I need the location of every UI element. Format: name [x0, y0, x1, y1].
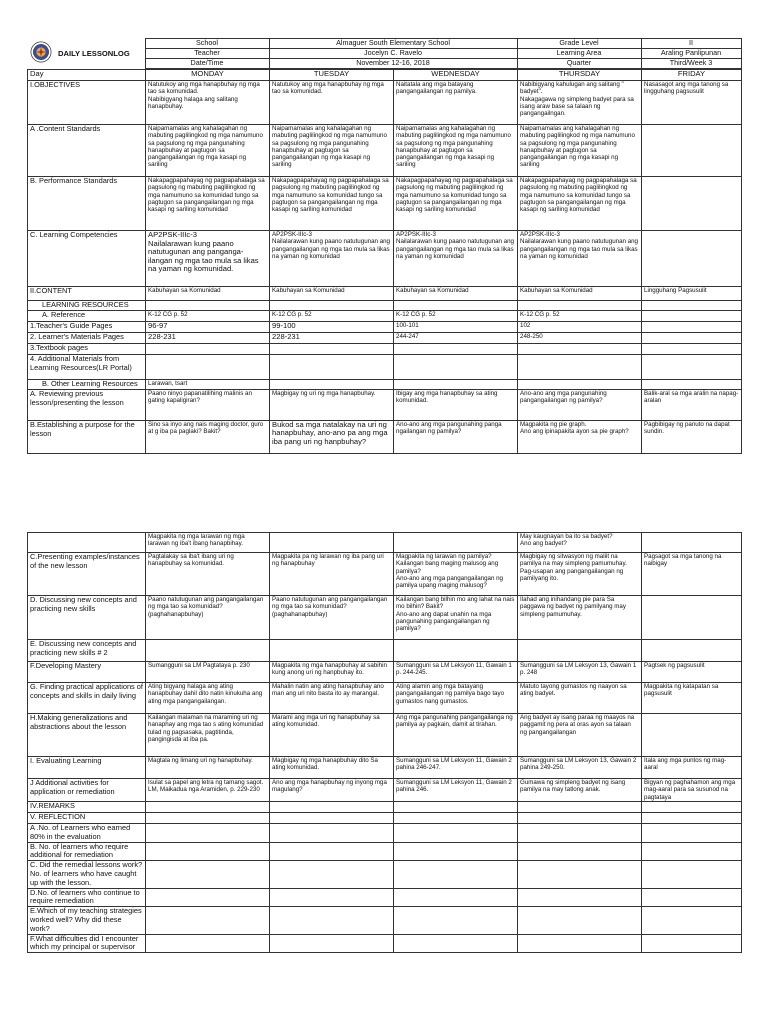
header-label-area: Learning Area [517, 49, 641, 59]
cell-tuesday [270, 533, 394, 553]
cell-friday [642, 842, 742, 861]
cell-tuesday [270, 813, 394, 824]
cell-friday [642, 934, 742, 953]
lesson-row [28, 714, 742, 757]
header-table [27, 38, 742, 69]
lesson-row [28, 533, 742, 553]
day-monday: MONDAY [146, 70, 270, 81]
cell-tuesday [270, 343, 394, 354]
lesson-row [28, 301, 742, 311]
cell-wednesday [394, 354, 518, 379]
cell-wednesday [394, 813, 518, 824]
header-label-date: Date/Time [145, 59, 269, 69]
lesson-table-page-2 [27, 532, 742, 953]
header-value-quarter: Third/Week 3 [641, 59, 741, 69]
cell-wednesday: Sumangguni sa LM Leksyon 11, Gawain 2 pahina 246-247. [394, 757, 518, 779]
cell-wednesday: K-12 CG p. 52 [394, 310, 518, 321]
cell-monday [146, 861, 270, 888]
cell-friday: Pagsagot sa mga tanong na naibigay [642, 553, 742, 596]
cell-wednesday [394, 934, 518, 953]
row-label: H.Making generalizations and abstractions about the lesson [28, 714, 146, 757]
cell-thursday [518, 343, 642, 354]
cell-monday: Pagtalakay sa iba't ibang uri ng hanapbuhay sa komunidad. [146, 553, 270, 596]
cell-wednesday: Nakapagpapahayag ng pagpapahalaga sa pagsulong ng mabuting paglilingkod ng mga namumuno sa komunidad tungo sa pagtugon sa pangangailangan ng mga kasapi ng sariling komunidad [394, 177, 518, 231]
cell-friday [642, 813, 742, 824]
cell-thursday: Matuto tayong gumastos ng naayon sa ating badyet. [518, 683, 642, 714]
cell-thursday: AP2PSK-IIIc-3 Nailalarawan kung paano natutugunan ang pangangailangan ng mga tao mula sa likas na yaman ng komunidad [518, 231, 642, 287]
lesson-row [28, 824, 742, 843]
cell-friday [642, 301, 742, 311]
cell-friday [642, 596, 742, 640]
cell-friday [642, 714, 742, 757]
cell-wednesday [394, 842, 518, 861]
day-label: Day [28, 70, 146, 81]
cell-thursday [518, 861, 642, 888]
cell-tuesday [270, 934, 394, 953]
cell-friday [642, 379, 742, 389]
cell-monday: 228-231 [146, 332, 270, 343]
day-header-row [28, 70, 742, 81]
cell-wednesday: Ang mga pangunahing pangangailanga ng pamilya ay pagkain, damit at tirahan. [394, 714, 518, 757]
cell-thursday [518, 907, 642, 934]
cell-wednesday [394, 379, 518, 389]
cell-wednesday: Naipamamalas ang kahalagahan ng mabuting paglilingkod ng mga namumuno sa pagsulong ng mga pangunahing hanapbuhay at pagtugon sa pangangailangan ng mga kasapi ng sariling [394, 125, 518, 177]
row-label: A .No. of Learners who earned 80% in the evaluation [28, 824, 146, 843]
cell-monday [146, 813, 270, 824]
cell-monday: Paano natutugunan ang pangangailangan ng mga tao sa komunidad? (paghahanapbuhay) [146, 596, 270, 640]
cell-monday: Paano ninyo papanatilihing malinis an gating kapaligiran? [146, 389, 270, 420]
cell-monday: Kailangan malaman na maraming uri ng hanaphay ang mga tao s ating komunidad tulad ng pagsasaka, pagtitinda, pangingisda at iba pa. [146, 714, 270, 757]
cell-tuesday [270, 640, 394, 662]
lesson-row [28, 683, 742, 714]
cell-friday: Pagtsek ng pagsusulit [642, 662, 742, 683]
cell-tuesday: 228-231 [270, 332, 394, 343]
lesson-row [28, 662, 742, 683]
cell-thursday [518, 934, 642, 953]
row-label: B. Other Learning Resources [28, 379, 146, 389]
cell-tuesday: K-12 CG p. 52 [270, 310, 394, 321]
lesson-row [28, 177, 742, 231]
cell-wednesday [394, 824, 518, 843]
cell-monday: Nakapagpapahayag ng pagpapahalaga sa pagsulong ng mabuting paglilingkod ng mga namumuno sa komunidad tungo sa pagtugon sa pangangailangan ng mga kasapi ng sariling komunidad [146, 177, 270, 231]
cell-tuesday: Magbigay ng uri ng mga hanapbuhay. [270, 389, 394, 420]
row-label: IV.REMARKS [28, 802, 146, 813]
cell-thursday: Kabuhayan sa Komunidad [518, 287, 642, 301]
cell-wednesday [394, 301, 518, 311]
day-thursday: THURSDAY [518, 70, 642, 81]
cell-monday [146, 640, 270, 662]
lesson-row [28, 321, 742, 332]
header-value-grade: II [641, 39, 741, 49]
cell-thursday: Ang badyet ay isang paraa ng maayos na paggamit ng pera at oras ayon sa talaan ng pangangailangan [518, 714, 642, 757]
logo-cell [27, 39, 145, 69]
day-wednesday: WEDNESDAY [394, 70, 518, 81]
cell-thursday [518, 640, 642, 662]
cell-thursday: Nakapagpapahayag ng pagpapahalaga sa pagsulong ng mabuting paglilingkod ng mga namumuno sa komunidad tungo sa pagtugon sa pangangailangan ng mga kasapi ng sariling komunidad [518, 177, 642, 231]
cell-wednesday: Ibigay ang mga hanapbuhay sa ating komunidad. [394, 389, 518, 420]
cell-friday [642, 640, 742, 662]
cell-monday: Sumangguni sa LM Pagtataya p. 230 [146, 662, 270, 683]
cell-wednesday: 244-247 [394, 332, 518, 343]
cell-friday [642, 533, 742, 553]
cell-wednesday [394, 343, 518, 354]
cell-tuesday: Natutukoy ang mga hanapbuhay ng mga tao sa komunidad. [270, 81, 394, 125]
cell-friday [642, 343, 742, 354]
cell-monday [146, 802, 270, 813]
cell-thursday: K-12 CG p. 52 [518, 310, 642, 321]
row-label: 3.Textbook pages [28, 343, 146, 354]
cell-thursday [518, 813, 642, 824]
cell-thursday: 102 [518, 321, 642, 332]
row-label [28, 533, 146, 553]
cell-wednesday [394, 907, 518, 934]
lesson-table-page-1 [27, 69, 742, 454]
lesson-row [28, 420, 742, 453]
cell-tuesday [270, 802, 394, 813]
cell-tuesday: Paano natutugunan ang pangangailangan ng mga tao sa komunidad? (paghahanapbuhay) [270, 596, 394, 640]
lesson-row [28, 553, 742, 596]
cell-thursday: Sumangguni sa LM Leksyon 13, Gawain 2 pahina 249-250. [518, 757, 642, 779]
cell-monday [146, 354, 270, 379]
header-label-teacher: Teacher [145, 49, 269, 59]
cell-wednesday [394, 888, 518, 907]
cell-monday: Larawan, tsart [146, 379, 270, 389]
lesson-row [28, 81, 742, 125]
cell-thursday: Gumawa ng simpleng badyet ng isang pamilya na may tatlong anak. [518, 779, 642, 802]
lesson-row [28, 287, 742, 301]
cell-monday: Naipamamalas ang kahalagahan ng mabuting paglilingkod ng mga namumuno sa pagsulong ng mga pangunahing hanapbuhay at pagtugon sa pangangailangan ng mga kasapi ng sariling [146, 125, 270, 177]
cell-thursday: Sumangguni sa LM Leksyon 13, Gawain 1 p. 248 [518, 662, 642, 683]
row-label: A. Reviewing previous lesson/presenting the lesson [28, 389, 146, 420]
cell-friday [642, 310, 742, 321]
row-label: I. Evaluating Learning [28, 757, 146, 779]
row-label: F.Developing Mastery [28, 662, 146, 683]
lesson-row [28, 596, 742, 640]
row-label: E.Which of my teaching strategies worked well? Why did these work? [28, 907, 146, 934]
cell-thursday: Magpakita ng pie graph. Ano ang ipinapakita ayon sa pie graph? [518, 420, 642, 453]
lesson-row [28, 354, 742, 379]
cell-thursday [518, 354, 642, 379]
cell-tuesday: AP2PSK-IIIc-3 Nailalarawan kung paano natutugunan ang pangangailangan ng mga tao mula sa likas na yaman ng komunidad [270, 231, 394, 287]
cell-thursday [518, 379, 642, 389]
cell-monday: Isulat sa papel ang letra ng tamang sagot. LM, Maikadua nga Aramiden, p. 229-230 [146, 779, 270, 802]
lesson-row [28, 332, 742, 343]
cell-friday [642, 125, 742, 177]
cell-wednesday [394, 861, 518, 888]
cell-thursday [518, 842, 642, 861]
row-label: LEARNING RESOURCES [28, 301, 146, 311]
cell-friday [642, 802, 742, 813]
cell-wednesday: Sumangguni sa LM Leksyon 11, Gawain 1 p. 244-245. [394, 662, 518, 683]
lesson-row [28, 907, 742, 934]
lesson-row [28, 379, 742, 389]
row-label: I.OBJECTIVES [28, 81, 146, 125]
header-value-area: Araling Panlipunan [641, 49, 741, 59]
row-label: 4. Additional Materials from Learning Resources(LR Portal) [28, 354, 146, 379]
cell-thursday: Magbigay ng sitwasyon ng maliit na pamilya na may simpleng pamumuhay. Pag-usapan ang pangangailangan ng pamilyang ito. [518, 553, 642, 596]
cell-friday [642, 824, 742, 843]
cell-tuesday: Nakapagpapahayag ng pagpapahalaga sa pagsulong ng mabuting paglilingkod ng mga namumuno sa komunidad tungo sa pagtugon sa pangangailangan ng mga kasapi ng sariling komunidad [270, 177, 394, 231]
cell-friday [642, 321, 742, 332]
header-label-quarter: Quarter [517, 59, 641, 69]
cell-tuesday: Magbigay ng mga hanapbuhay dito Sa ating komunidad. [270, 757, 394, 779]
cell-tuesday [270, 888, 394, 907]
cell-wednesday: Kailangan bang bilhin mo ang lahat na nais mo bilhin? Bakit? Ano-ano ang dapat unahin na mga pangunahing pangangailangan ng pamilya? [394, 596, 518, 640]
cell-tuesday: Magpakita ng mga hanapbuhay at sabihin kung anong uri ng hanpbuhay ito. [270, 662, 394, 683]
row-label: F.What difficulties did I encounter which my principal or supervisor [28, 934, 146, 953]
lesson-row [28, 888, 742, 907]
cell-wednesday [394, 640, 518, 662]
day-friday: FRIDAY [642, 70, 742, 81]
row-label: B. No. of learners who require additional for remediation [28, 842, 146, 861]
header-value-date: November 12-16, 2018 [269, 59, 517, 69]
cell-monday: Ating bigyang halaga ang ating hanapbuhay dahil dito natin kinukuha ang ating mga pangangailangan. [146, 683, 270, 714]
cell-monday: 96-97 [146, 321, 270, 332]
cell-tuesday [270, 907, 394, 934]
row-label: D.No. of learners who continue to require remediation [28, 888, 146, 907]
header-value-school: Almaguer South Elementary School [269, 39, 517, 49]
row-label: C. Did the remedial lessons work? No. of learners who have caught up with the lesson. [28, 861, 146, 888]
cell-tuesday: Kabuhayan sa Komunidad [270, 287, 394, 301]
cell-friday: Nasasagot ang mga tanong sa lingguhang pagsusulit [642, 81, 742, 125]
row-label: B.Establishing a purpose for the lesson [28, 420, 146, 453]
day-tuesday: TUESDAY [270, 70, 394, 81]
header-label-school: School [145, 39, 269, 49]
cell-friday: Lingguhang Pagsusulit [642, 287, 742, 301]
cell-monday: Sino sa inyo ang nais maging doctor, guro at g iba pa paglaki? Bakit? [146, 420, 270, 453]
cell-friday: Balik-aral sa mga aralin na napag-aralan [642, 389, 742, 420]
cell-tuesday: Ano ang mga hanapbuhay ng inyong mga magulang? [270, 779, 394, 802]
cell-monday [146, 842, 270, 861]
cell-tuesday: Bukod sa mga natalakay na uri ng hanapbuhay, ano-ano pa ang mga iba pang uri ng hanpbuhay? [270, 420, 394, 453]
lesson-row [28, 779, 742, 802]
cell-tuesday [270, 379, 394, 389]
cell-tuesday: Mahalin natin ang ating hanapbuhay ano man ang uri nito basta ito ay marangal. [270, 683, 394, 714]
cell-monday: K-12 CG p. 52 [146, 310, 270, 321]
cell-friday [642, 888, 742, 907]
cell-friday [642, 907, 742, 934]
cell-monday [146, 301, 270, 311]
cell-wednesday [394, 802, 518, 813]
document-title: DAILY LESSONLOG [58, 48, 130, 58]
cell-thursday [518, 802, 642, 813]
row-label: J Additional activities for application or remediation [28, 779, 146, 802]
lesson-row [28, 934, 742, 953]
cell-thursday [518, 824, 642, 843]
row-label: G. Finding practical applications of concepts and skills in daily living [28, 683, 146, 714]
lesson-row [28, 231, 742, 287]
row-label: A. Reference [28, 310, 146, 321]
cell-tuesday: 99-100 [270, 321, 394, 332]
cell-friday [642, 861, 742, 888]
cell-friday: Itala ang mga puntos ng mag-aaral [642, 757, 742, 779]
cell-wednesday: Ating alamin ang mga batayang pangangailangan ng pamilya bago tayo gumastos nang gumastos. [394, 683, 518, 714]
cell-monday: Kabuhayan sa Komunidad [146, 287, 270, 301]
lesson-log-page-1 [27, 38, 741, 466]
cell-thursday: Nabibigyang kahulugan ang salitang " badyet". Nakagagawa ng simpleng badyet para sa isang araw base sa talaan ng pangangailngan. [518, 81, 642, 125]
lesson-row [28, 640, 742, 662]
lesson-row [28, 842, 742, 861]
row-label: V. REFLECTION [28, 813, 146, 824]
cell-wednesday: Naitatala ang mga batayang pangangailangan ng pamilya. [394, 81, 518, 125]
cell-thursday [518, 301, 642, 311]
cell-thursday: Ano-ano ang mga pangunahing pangangailangan ng pamilya? [518, 389, 642, 420]
row-label: C. Learning Competencies [28, 231, 146, 287]
row-label: 2. Learner's Materials Pages [28, 332, 146, 343]
cell-thursday: 248-250 [518, 332, 642, 343]
row-label: D. Discussing new concepts and practicing new skills [28, 596, 146, 640]
lesson-row [28, 813, 742, 824]
lesson-row [28, 389, 742, 420]
row-label: II.CONTENT [28, 287, 146, 301]
lesson-row [28, 757, 742, 779]
cell-wednesday: 100-101 [394, 321, 518, 332]
cell-wednesday: AP2PSK-IIIc-3 Nailalarawan kung paano natutugunan ang pangangailangan ng mga tao mula sa likas na yaman ng komunidad [394, 231, 518, 287]
cell-monday [146, 343, 270, 354]
cell-friday [642, 332, 742, 343]
header-value-teacher: Jocelyn C. Ravelo [269, 49, 517, 59]
header-label-grade: Grade Level [517, 39, 641, 49]
cell-wednesday: Magpakita ng larawan ng pamilya? Kailangan bang maging malusog ang pamilya? Ano-ano ang mga pangangailangan ng pamilya upang maging malusog? [394, 553, 518, 596]
row-label: A .Content Standards [28, 125, 146, 177]
cell-friday: Bigyan ng paghahamon ang mga mag-aaral para sa susunod na pagtataya [642, 779, 742, 802]
cell-wednesday: Kabuhayan sa Komunidad [394, 287, 518, 301]
cell-wednesday [394, 533, 518, 553]
cell-friday [642, 354, 742, 379]
deped-seal-icon [30, 41, 52, 63]
row-label: 1.Teacher's Guide Pages [28, 321, 146, 332]
cell-friday [642, 177, 742, 231]
cell-tuesday: Naipamamalas ang kahalagahan ng mabuting paglilingkod ng mga namumuno sa pagsulong ng mga pangunahing hanapbuhay at pagtugon sa pangangailangan ng mga kasapi ng sariling [270, 125, 394, 177]
cell-tuesday [270, 861, 394, 888]
cell-friday: Magpakita ng katapatan sa pagsusulit [642, 683, 742, 714]
row-label: E. Discussing new concepts and practicing new skills # 2 [28, 640, 146, 662]
cell-wednesday: Ano-ano ang mga pangunahing panga ngailangan ng pamilya? [394, 420, 518, 453]
cell-thursday: May kaugnayan ba ito sa badyet? Ano ang badyet? [518, 533, 642, 553]
cell-tuesday [270, 824, 394, 843]
cell-monday: Natutukoy ang mga hanapbuhay ng mga tao sa komunidad. Nabibigyang halaga ang salitang hanapbuhay. [146, 81, 270, 125]
lesson-row [28, 343, 742, 354]
cell-monday: Magtala ng limang uri ng hanapbuhay. [146, 757, 270, 779]
lesson-row [28, 310, 742, 321]
cell-tuesday [270, 301, 394, 311]
row-label: B. Performance Standards [28, 177, 146, 231]
cell-thursday: Naipamamalas ang kahalagahan ng mabuting paglilingkod ng mga namumuno sa pagsulong ng mga pangunahing hanapbuhay at pagtugon sa pangangailangan ng mga kasapi ng sariling [518, 125, 642, 177]
cell-friday [642, 231, 742, 287]
cell-monday [146, 934, 270, 953]
cell-tuesday [270, 842, 394, 861]
cell-monday [146, 824, 270, 843]
cell-monday [146, 907, 270, 934]
cell-thursday: Ilahad ang inihandang pie para Sa paggawa ng badyet ng pamilyang may simpleng pamumuhay. [518, 596, 642, 640]
cell-monday: AP2PSK-IIIc-3 Nailalarawan kung paano natutugunan ang panganga-ilangan ng mga tao mula sa likas na yaman ng komunidad. [146, 231, 270, 287]
cell-monday: Magpakita ng mga larawan ng mga larawan ng iba't ibang hanapbihay. [146, 533, 270, 553]
lesson-row [28, 125, 742, 177]
cell-friday: Pagbibigay ng panuto na dapat sundin. [642, 420, 742, 453]
lesson-row [28, 802, 742, 813]
cell-tuesday: Magpakita pa ng larawan ng iba pang uri ng hanapbuhay [270, 553, 394, 596]
lesson-row [28, 861, 742, 888]
cell-tuesday [270, 354, 394, 379]
lesson-log-page-2 [27, 532, 741, 1000]
row-label: C.Presenting examples/instances of the new lesson [28, 553, 146, 596]
cell-monday [146, 888, 270, 907]
cell-tuesday: Marami ang mga uri ng hanapbuhay sa ating komunidad. [270, 714, 394, 757]
cell-wednesday: Sumangguni sa LM Leksyon 11, Gawain 2 pahina 246. [394, 779, 518, 802]
cell-thursday [518, 888, 642, 907]
